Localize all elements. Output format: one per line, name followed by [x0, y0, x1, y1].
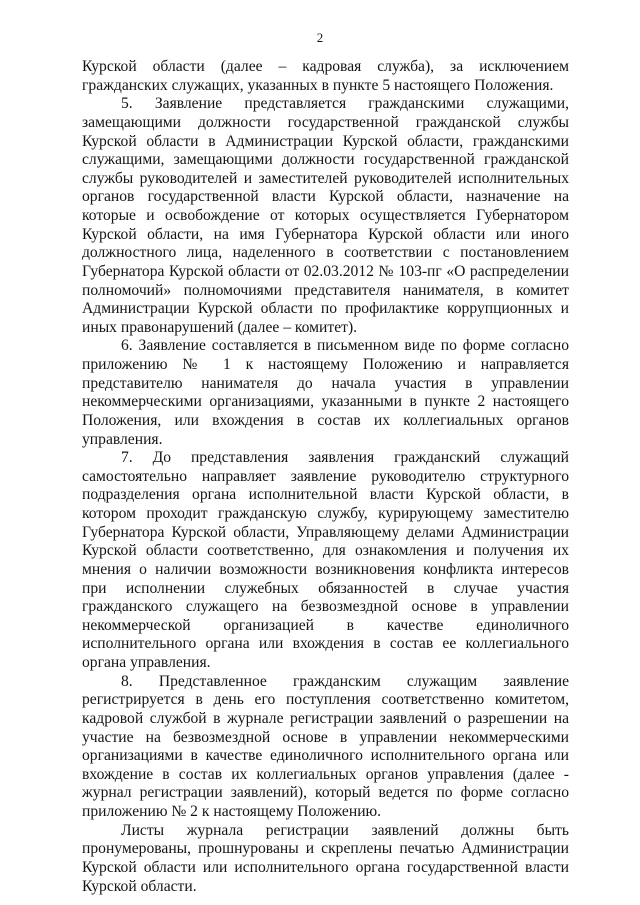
- paragraph-item-5: 5. Заявление представляется гражданскими служащими, замещающими должности государственной гражданской службы Курской области в Администрации Курской области, гражданскими служащими, замещающими должности государственной гражданской службы руководителей и заместителей руководителей исполнительных органов государственной власти Курской области, назначение на которые и освобождение от которых осуществляется Губернатором Курской области, на имя Губернатора Курской области или иного должностного лица, наделенного в соответствии с постановлением Губернатора Курской области от 02.03.2012 № 103-пг «О распределении полномочий» полномочиями представителя нанимателя, в комитет Администрации Курской области по профилактике коррупционных и иных правонарушений (далее – комитет).: [82, 95, 569, 336]
- paragraph-item-6: 6. Заявление составляется в письменном виде по форме согласно приложению № 1 к настоящему Положению и направляется представителю нанимателя до начала участия в управлении некоммерческими организациями, указанными в пункте 2 настоящего Положения, или вхождения в состав их коллегиальных органов управления.: [82, 337, 569, 448]
- paragraph-item-7: 7. До представления заявления гражданский служащий самостоятельно направляет заявление руководителю структурного подразделения органа исполнительной власти Курской области, в котором проходит гражданскую службу, курирующему заместителю Губернатора Курской области, Управляющему делами Администрации Курской области соответственно, для ознакомления и получения их мнения о наличии возможности возникновения конфликта интересов при исполнении служебных обязанностей в случае участия гражданского служащего на безвозмездной основе в управлении некоммерческой организацией в качестве единоличного исполнительного органа или вхождения в состав ее коллегиального органа управления.: [82, 449, 569, 671]
- document-body: [82, 58, 569, 896]
- paragraph-item-8: 8. Представленное гражданским служащим заявление регистрируется в день его поступления соответственно комитетом, кадровой службой в журнале регистрации заявлений о разрешении на участие на безвозмездной основе в управлении некоммерческими организациями в качестве единоличного исполнительного органа или вхождение в состав их коллегиальных органов управления (далее - журнал регистрации заявлений), который ведется по форме согласно приложению № 2 к настоящему Положению.: [82, 672, 569, 820]
- paragraph-journal-sheets: Листы журнала регистрации заявлений должны быть пронумерованы, прошнурованы и скреплены печатью Администрации Курской области или исполнительного органа государственной власти Курской области.: [82, 821, 569, 895]
- paragraph-continuation: Курской области (далее – кадровая служба), за исключением гражданских служащих, указанных в пункте 5 настоящего Положения.: [82, 58, 569, 94]
- page-number: 2: [316, 30, 324, 45]
